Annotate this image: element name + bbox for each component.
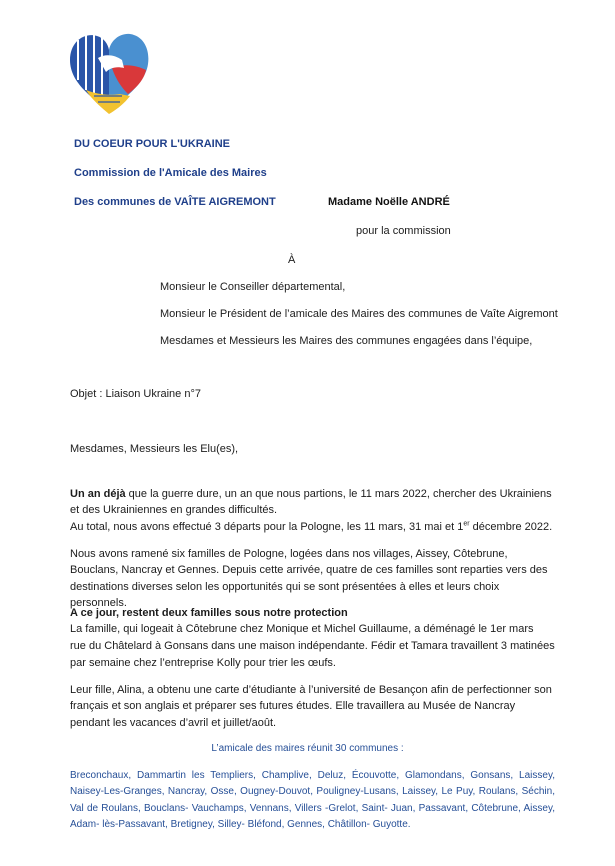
to-label: À <box>288 254 296 266</box>
org-commission: Commission de l'Amicale des Maires <box>74 167 267 179</box>
sender-name: Madame Noëlle ANDRÉ <box>328 196 450 208</box>
recipient-1: Monsieur le Conseiller départemental, <box>160 281 346 293</box>
org-communes: Des communes de VAÎTE AIGREMONT <box>74 196 276 208</box>
org-name: DU COEUR POUR L'UKRAINE <box>74 138 231 150</box>
subject-line: Objet : Liaison Ukraine n°7 <box>70 388 201 400</box>
paragraph-1b-text: Au total, nous avons effectué 3 départs pour la Pologne, les 11 mars, 31 mai et 1 <box>70 520 464 533</box>
recipient-3: Mesdames et Messieurs les Maires des communes engagées dans l’équipe, <box>160 335 533 347</box>
paragraph-1-text: que la guerre dure, un an que nous partions, le 11 mars 2022, chercher des Ukrainiens et des Ukrainiennes en grandes difficultés. <box>70 488 552 517</box>
paragraph-1-lead: Un an déjà <box>70 488 126 500</box>
communes-list: Breconchaux, Dammartin les Templiers, Champlive, Deluz, Écouvotte, Glamondans, Gonsans, Laissey, Naisey-Les-Granges, Nancray, Osse, Ougney-Douvot, Pouligney-Lusans, Laissey, Le Puy, Roulans, Séchin, Val de Roulans, Bouclans- Vauchamps, Vennans, Villers -Grelot, Saint- Juan, Passavant, Côtebrune, Aissey, Adam- lès-Passavant, Bretigney, Silley- Bléfond, Gennes, Châtillon- Guyotte. <box>70 770 555 831</box>
paragraph-3-line-2: rue du Châtelard à Gonsans dans une maison indépendante. Fédir et Tamara travaillent 3 matinées <box>70 640 555 652</box>
paragraph-3-line-1: La famille, qui logeait à Côtebrune chez Monique et Michel Guillaume, a déménagé le 1er mars <box>70 623 534 635</box>
paragraph-3-line-3: par semaine chez l’entreprise Kolly pour trier les œufs. <box>70 657 336 669</box>
heart-hands-logo-icon <box>64 28 154 116</box>
superscript-er: er <box>463 520 470 528</box>
salutation: Mesdames, Messieurs les Elu(es), <box>70 443 239 455</box>
recipient-2: Monsieur le Président de l’amicale des Maires des communes de Vaîte Aigremont <box>160 308 558 320</box>
paragraph-1b-end: décembre 2022. <box>469 520 553 533</box>
paragraph-1 <box>70 486 555 535</box>
paragraph-2: Nous avons ramené six familles de Pologne, logées dans nos villages, Aissey, Côtebrune, Bouclans, Nancray et Gennes. Depuis cette arrivée, quatre de ces familles sont reparties vers des destinations diverses selon les opportunités qui se sont présentées à elles et leurs choix personnels. <box>70 548 548 610</box>
communes-title: L’amicale des maires réunit 30 communes : <box>211 743 404 754</box>
paragraph-3-heading: A ce jour, restent deux familles sous notre protection <box>70 607 348 619</box>
sender-role: pour la commission <box>356 225 451 237</box>
paragraph-4: Leur fille, Alina, a obtenu une carte d’étudiante à l’université de Besançon afin de perfectionner son français et son anglais et préparer ses futures études. Elle travaillera au Musée de Nancray pendant les vacances d’avril et juillet/août. <box>70 684 552 729</box>
